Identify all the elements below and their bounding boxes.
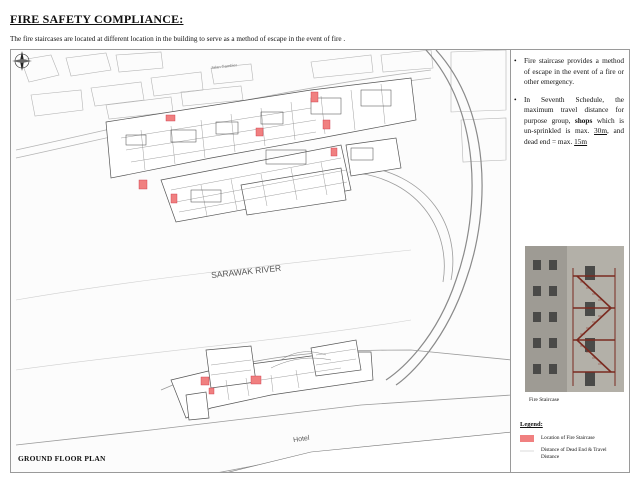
legend-item-fire-staircase bbox=[520, 435, 621, 442]
legend-item-distance bbox=[520, 447, 621, 460]
legend-title: Legend: bbox=[520, 421, 543, 428]
legend-label: Location of Fire Staircase bbox=[541, 435, 595, 441]
notes-panel bbox=[511, 49, 630, 473]
floor-plan-drawing bbox=[11, 50, 511, 473]
note-text: Fire staircase provides a method of escape in the event of a fire or other emergency. bbox=[524, 56, 624, 86]
hotel-label: Hotel bbox=[292, 434, 310, 445]
page-title: FIRE SAFETY COMPLIANCE: bbox=[10, 12, 184, 26]
legend-swatch bbox=[520, 450, 534, 452]
notes-list bbox=[514, 56, 624, 154]
floor-plan-panel bbox=[10, 49, 511, 473]
photo-caption: Fire Staircase bbox=[529, 397, 560, 403]
note-item bbox=[514, 95, 624, 148]
plan-label: GROUND FLOOR PLAN bbox=[18, 454, 106, 463]
fire-staircase-photo bbox=[525, 246, 624, 392]
road-label: Jalan Gambier bbox=[210, 62, 238, 71]
note-text: In Seventh Schedule, the maximum travel distance for purpose group, shops which is un-sprinkled is max. 30m, and dead end = max. 15m bbox=[524, 94, 624, 146]
legend-swatch bbox=[520, 435, 534, 442]
legend-label: Distance of Dead End & Travel Distance bbox=[541, 447, 607, 460]
bullet-icon: • bbox=[514, 94, 517, 104]
river-label: SARAWAK RIVER bbox=[210, 262, 282, 281]
page-subtitle: The fire staircases are located at different location in the building to serve as a method of escape in the event of fire . bbox=[10, 35, 346, 43]
north-arrow-icon bbox=[11, 50, 33, 72]
bullet-icon: • bbox=[514, 56, 517, 65]
note-item bbox=[514, 56, 624, 88]
